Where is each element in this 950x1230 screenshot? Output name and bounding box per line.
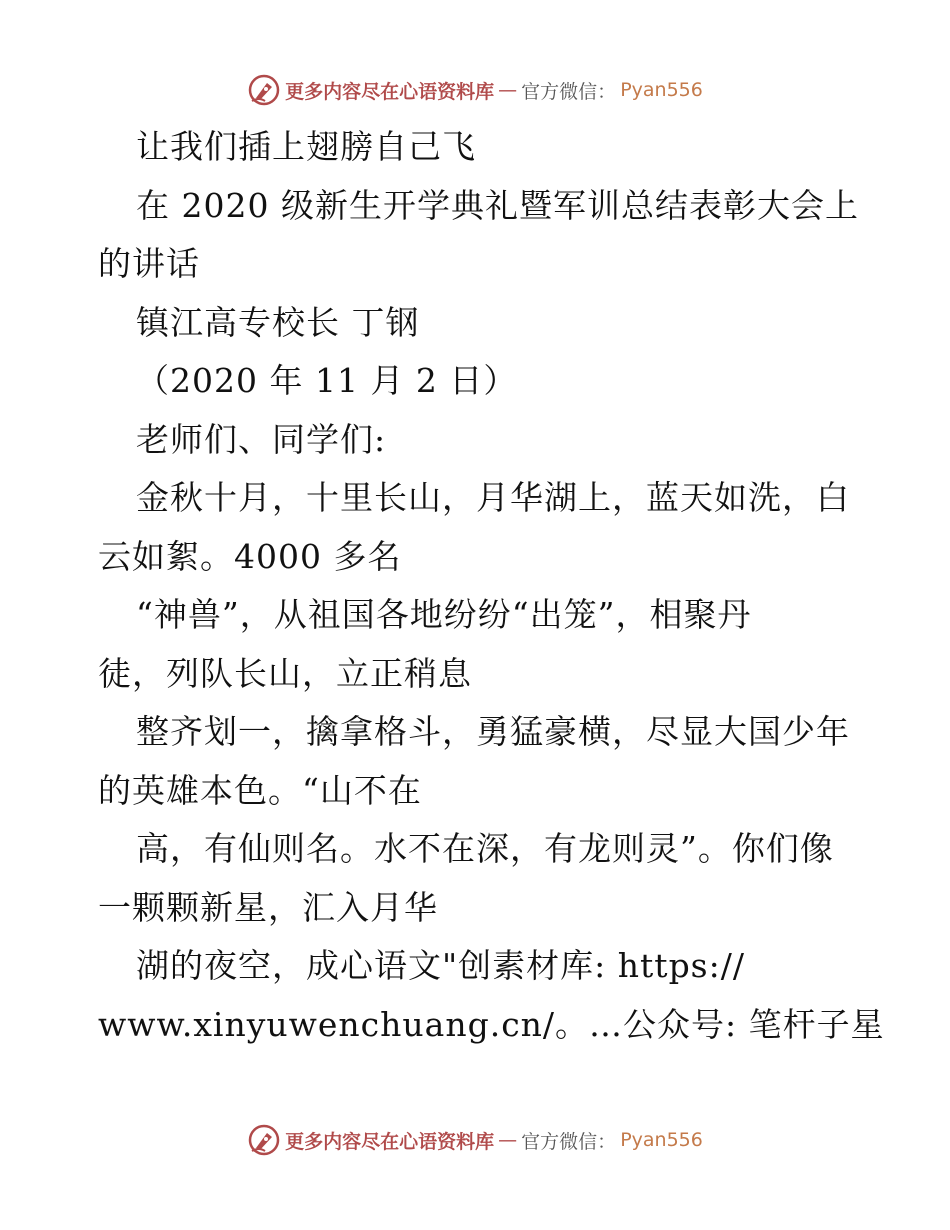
paragraph-line: 整齐划一，擒拿格斗，勇猛豪横，尽显大国少年 [136, 712, 850, 751]
document-subtitle: 在 2020 级新生开学典礼暨军训总结表彰大会上 [136, 185, 859, 225]
watermark-official-label: 官方微信： [521, 1130, 617, 1153]
watermark-site-text: 更多内容尽在心语资料库 [285, 80, 495, 103]
paragraph-line: 徒，列队长山，立正稍息 [98, 653, 472, 693]
document-title: 让我们插上翅膀自己飞 [136, 127, 476, 166]
paragraph-line: 的英雄本色。“山不在 [98, 770, 422, 810]
paragraph-line: www.xinyuwenchuang.cn/。…公众号: 笔杆子星 [98, 1004, 885, 1044]
document-subtitle-cont: 的讲话 [98, 244, 200, 283]
document-date: （2020 年 11 月 2 日） [136, 361, 518, 400]
watermark-wechat-id: Pyan556 [620, 79, 703, 101]
paragraph-line: 云如絮。4000 多名 [98, 536, 402, 576]
paragraph-line: 一颗颗新星，汇入月华 [98, 887, 438, 927]
paragraph-line: 湖的夜空，成心语文"创素材库: https:// [136, 946, 745, 985]
watermark-official-label: 官方微信： [521, 80, 617, 103]
watermark-separator: — [498, 79, 518, 101]
pen-nib-logo-icon [247, 73, 281, 107]
paragraph-line: “神兽”，从祖国各地纷纷“出笼”，相聚丹 [136, 595, 752, 634]
pen-nib-logo-icon [247, 1123, 281, 1157]
paragraph-line: 金秋十月，十里长山，月华湖上，蓝天如洗，白 [136, 478, 850, 517]
watermark-wechat-id: Pyan556 [620, 1129, 703, 1151]
document-body [98, 118, 885, 1054]
watermark-site-text: 更多内容尽在心语资料库 [285, 1130, 495, 1153]
header-watermark [0, 70, 950, 110]
watermark-separator: — [498, 1129, 518, 1151]
paragraph-line: 高，有仙则名。水不在深，有龙则灵”。你们像 [136, 829, 834, 868]
document-author: 镇江高专校长 丁钢 [136, 302, 420, 342]
document-salutation: 老师们、同学们: [136, 419, 387, 459]
footer-watermark [0, 1120, 950, 1160]
